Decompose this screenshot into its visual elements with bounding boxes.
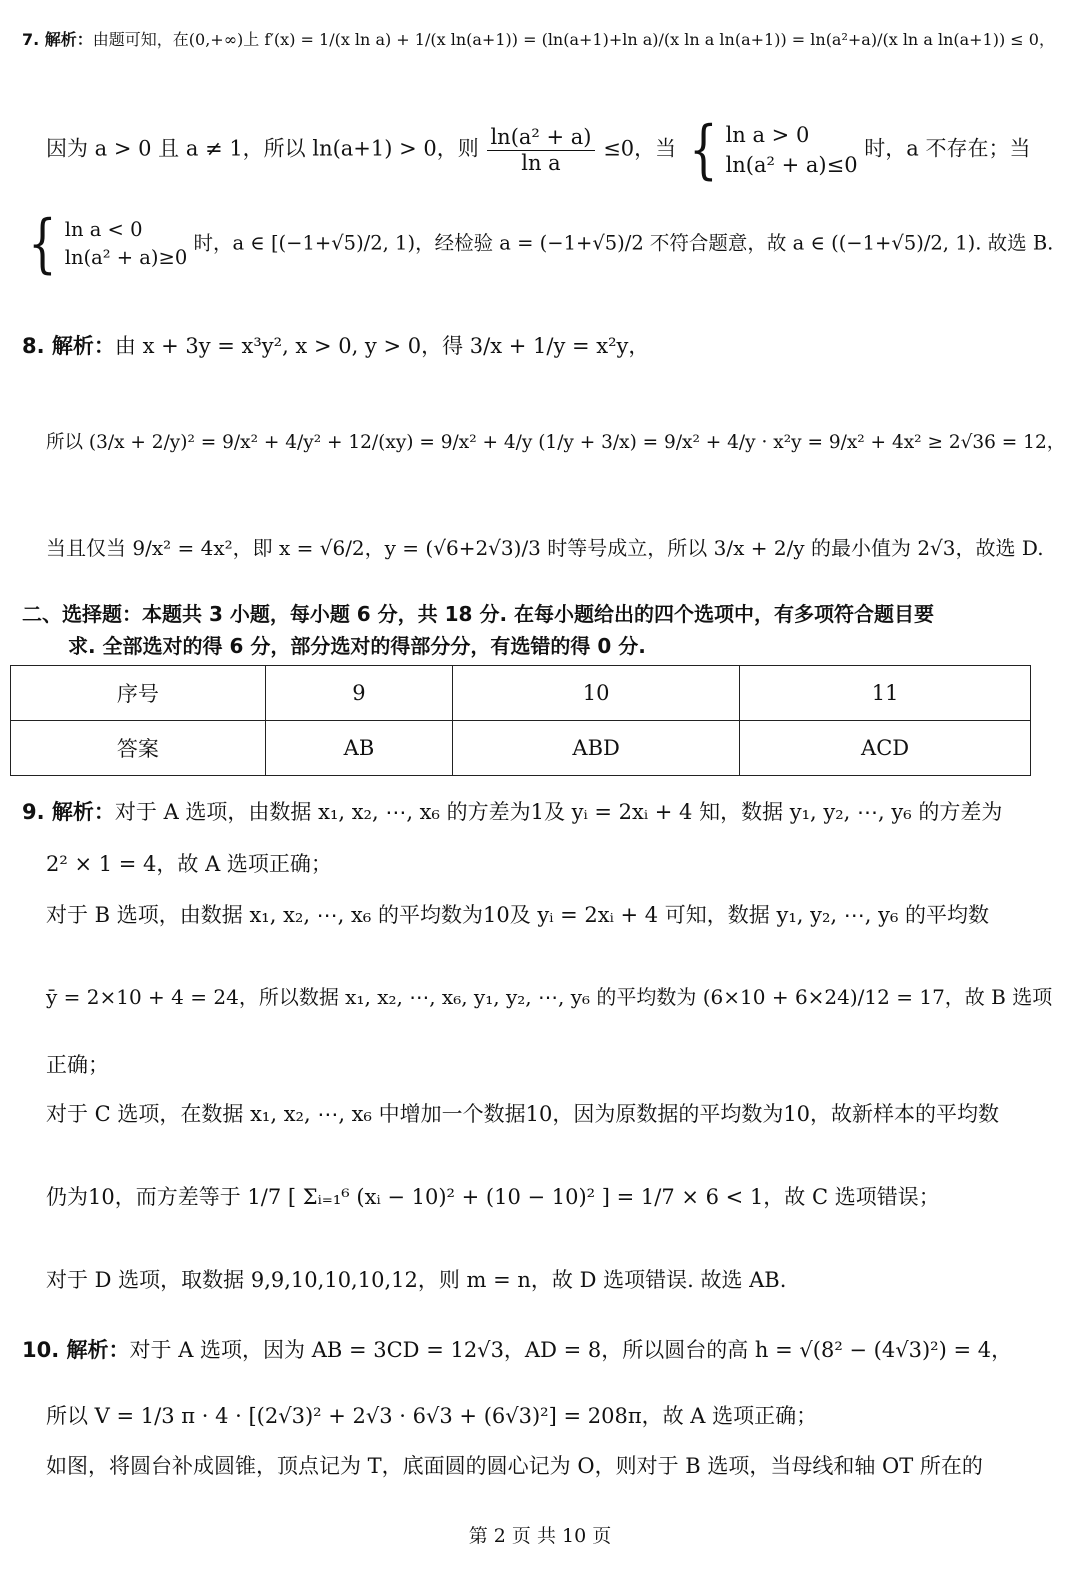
q8-line-3 [46, 536, 1044, 560]
q9-line-3: 对于 B 选项，由数据 x₁, x₂, ⋯, x₆ 的平均数为10及 yᵢ = 2xᵢ + 4 可知，数据 y₁, y₂, ⋯, y₆ 的平均数 [46, 903, 990, 927]
answer-table-number: 9 [265, 666, 452, 721]
answer-table-number: 11 [740, 666, 1031, 721]
q7-line-2 [46, 113, 1031, 187]
q8-line-2 [46, 432, 1065, 454]
section-2-heading-line-1: 二、选择题：本题共 3 小题，每小题 6 分，共 18 分. 在每小题给出的四个选项中，有多项符合题目要 [22, 602, 935, 626]
q10-label: 10. 解析： [22, 1338, 130, 1362]
q9-line-6: 对于 C 选项，在数据 x₁, x₂, ⋯, x₆ 中增加一个数据10，因为原数据的平均数为10，故新样本的平均数 [46, 1102, 1000, 1126]
q7-system-2-row-2: ln(a² + a)≥0 [64, 246, 188, 269]
q7-system-1 [683, 113, 858, 187]
answer-table-header-label: 序号 [11, 666, 266, 721]
brace-icon: { [28, 207, 57, 281]
answer-table-answer-label: 答案 [11, 721, 266, 776]
brace-icon: { [688, 113, 718, 187]
q7-system-1-row-1: ln a > 0 [725, 122, 810, 147]
q7-line-3 [22, 207, 1054, 281]
q8-line-1 [22, 334, 649, 359]
answer-table-answer: ACD [740, 721, 1031, 776]
q8-text-3: 当且仅当 9/x² = 4x²，即 x = √6/2，y = (√6+2√3)/3 时等号成立，所以 3/x + 2/y 的最小值为 2√3，故选 D. [46, 536, 1044, 560]
q7-system-2-row-1: ln a < 0 [64, 217, 143, 241]
q9-line-8: 对于 D 选项，取数据 9,9,10,10,10,12，则 m = n，故 D 选项错误. 故选 AB. [46, 1268, 787, 1292]
q7-fraction [487, 125, 594, 174]
answer-table-answer: ABD [453, 721, 740, 776]
q7-label: 7. 解析： [22, 30, 93, 49]
answer-table [10, 665, 1031, 776]
q8-text-1: 由 x + 3y = x³y², x > 0, y > 0，得 3/x + 1/y = x²y， [114, 334, 650, 358]
q10-line-2: 所以 V = 1/3 π · 4 · [(2√3)² + 2√3 · 6√3 + (6√3)²] = 208π，故 A 选项正确； [46, 1404, 818, 1428]
answer-table-answer-row [11, 721, 1031, 776]
q9-line-7: 仍为10，而方差等于 1/7 [ Σᵢ₌₁⁶ (xᵢ − 10)² + (10 − 10)² ] = 1/7 × 6 < 1，故 C 选项错误； [46, 1185, 940, 1209]
answer-table-header-row [11, 666, 1031, 721]
q9-line-1 [22, 800, 1002, 825]
q9-text-1: 对于 A 选项，由数据 x₁, x₂, ⋯, x₆ 的方差为1及 yᵢ = 2xᵢ + 4 知，数据 y₁, y₂, ⋯, y₆ 的方差为 [114, 800, 1003, 824]
q7-text-2a: 因为 a > 0 且 a ≠ 1，所以 ln(a+1) > 0，则 [46, 136, 479, 161]
q7-line-1 [22, 30, 1055, 49]
answer-table-number: 10 [453, 666, 740, 721]
q7-text-2c: 时，a 不存在；当 [864, 136, 1031, 161]
section-2-heading-line-2: 求. 全部选对的得 6 分，部分选对的得部分分，有选错的得 0 分. [68, 634, 646, 658]
q10-line-3: 如图，将圆台补成圆锥，顶点记为 T，底面圆的圆心记为 O，则对于 B 选项，当母线和轴 OT 所在的 [46, 1454, 983, 1478]
q10-text-1: 对于 A 选项，因为 AB = 3CD = 12√3，AD = 8，所以圆台的高 h = √(8² − (4√3)²) = 4， [129, 1338, 1013, 1362]
q7-text-3: 时，a ∈ [(−1+√5)/2, 1)，经检验 a = (−1+√5)/2 不符合题意，故 a ∈ ((−1+√5)/2, 1). 故选 B. [193, 231, 1054, 255]
q8-label: 8. 解析： [22, 334, 115, 358]
q8-text-2: 所以 (3/x + 2/y)² = 9/x² + 4/y² + 12/(xy) = 9/x² + 4/y (1/y + 3/x) = 9/x² + 4/y · x²y = 9/x² + 4x² ≥ 2√36 = 12， [46, 432, 1066, 453]
q9-line-4: ȳ = 2×10 + 4 = 24，所以数据 x₁, x₂, ⋯, x₆, y₁, y₂, ⋯, y₆ 的平均数为 (6×10 + 6×24)/12 = 17，故 B 选项 [46, 985, 1053, 1009]
q7-text-1: 由题可知，在(0,+∞)上 f′(x) = 1/(x ln a) + 1/(x ln(a+1)) = (ln(a+1)+ln a)/(x ln a ln(a+1)) = ln(a²+a)/(x ln a ln(a+1)) ≤ 0， [92, 30, 1055, 49]
answer-table-answer: AB [265, 721, 452, 776]
q7-text-2b: ≤0，当 [603, 136, 677, 161]
q10-line-1 [22, 1338, 1012, 1363]
q9-line-5: 正确； [46, 1053, 109, 1077]
q9-line-2: 2² × 1 = 4，故 A 选项正确； [46, 852, 332, 876]
q7-fraction-numerator: ln(a² + a) [487, 125, 594, 150]
q7-fraction-denominator: ln a [521, 150, 561, 175]
q7-system-2 [22, 207, 188, 281]
page-footer: 第 2 页 共 10 页 [468, 1525, 612, 1547]
q7-system-1-row-2: ln(a² + a)≤0 [725, 153, 858, 177]
q9-label: 9. 解析： [22, 800, 115, 824]
